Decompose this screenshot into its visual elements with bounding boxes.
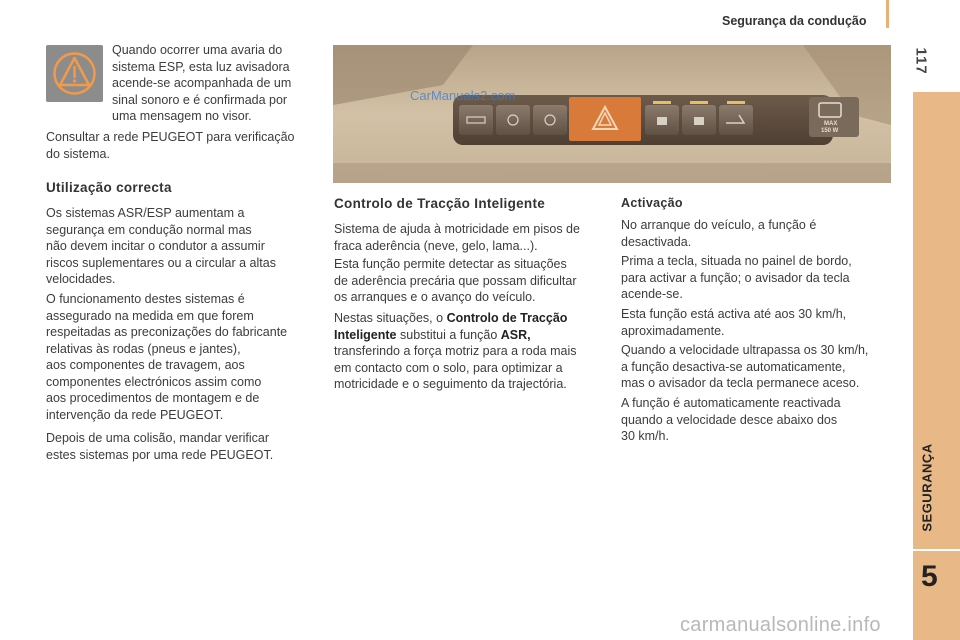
activation-para-4: Quando a velocidade ultrapassa os 30 km/h, a função desactiva-se automaticamente, mas o avisador da tecla permanece aceso. (621, 343, 869, 390)
activation-para-5: A função é automaticamente reactivada quando a velocidade desce abaixo dos 30 km/h. (621, 396, 841, 443)
traction-para-2: Esta função permite detectar as situações de aderência precária que possam dificultar os arranques e o avanço do veículo. (334, 257, 577, 304)
chapter-label: SEGURANÇA (919, 443, 935, 532)
correct-use-para-1: Os sistemas ASR/ESP aumentam a segurança em condução normal mas não devem incitar o condutor a assumir riscos suplementares ou a circular a altas velocidades. (46, 206, 276, 286)
activation-para-3: Esta função está activa até aos 30 km/h, aproximadamente. (621, 307, 847, 338)
traction-para-3: Nestas situações, o Controlo de Tracção Inteligente substitui a função ASR, transferindo a força motriz para a roda mais em contacto com o solo, para optimizar a motricidade e o seguimento da trajectória. (334, 311, 577, 391)
activation-para-2: Prima a tecla, situada no painel de bordo, para activar a função; o avisador da tecla acende-se. (621, 254, 852, 301)
activation-heading: Activação (621, 196, 683, 210)
page-number: 117 (912, 47, 930, 75)
badge-line-2: 150 W (821, 128, 839, 134)
footer-watermark: carmanualsonline.info (680, 614, 881, 636)
traction-para-1: Sistema de ajuda à motricidade em pisos de fraca aderência (neve, gelo, lama...). (334, 222, 580, 253)
consult-network-text: Consultar a rede PEUGEOT para verificação do sistema. (46, 130, 295, 161)
chapter-number: 5 (921, 560, 938, 593)
photo-watermark: CarManuals2.com (410, 88, 516, 103)
correct-use-para-2: O funcionamento destes sistemas é assegurado na medida em que forem respeitadas as preconizações do fabricante relativas às rodas (pneus e jantes), aos componentes de travagem, aos componentes electrónicos assim como aos procedimentos de montagem e de intervenção da rede PEUGEOT. (46, 292, 288, 422)
badge-line-1: MAX (824, 121, 838, 127)
activation-para-1: No arranque do veículo, a função é desactivada. (621, 218, 817, 249)
correct-use-para-3: Depois de uma colisão, mandar verificar estes sistemas por uma rede PEUGEOT. (46, 431, 274, 462)
esp-warning-text: Quando ocorrer uma avaria do sistema ESP, esta luz avisadora acende-se acompanhada de um sinal sonoro e é confirmada por uma mensagem no visor. (112, 43, 292, 123)
traction-control-heading: Controlo de Tracção Inteligente (334, 196, 546, 211)
section-title: Segurança da condução (722, 14, 867, 28)
warning-triangle-icon (46, 45, 103, 102)
header-accent-line (886, 0, 889, 28)
correct-use-heading: Utilização correcta (46, 180, 172, 195)
dashboard-switch-photo (333, 45, 891, 183)
